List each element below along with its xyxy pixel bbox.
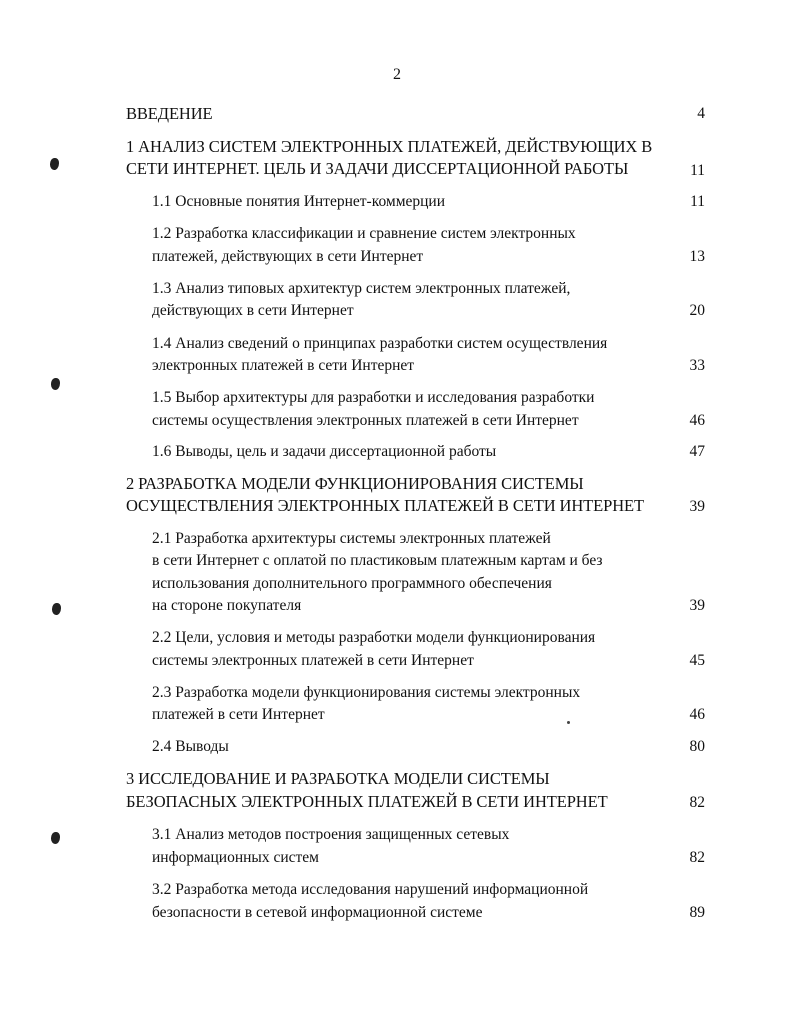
toc-1-3-line2: действующих в сети Интернет xyxy=(152,302,354,319)
toc-2-1-line3: использования дополнительного программного обеспечения xyxy=(152,575,552,592)
toc-3-1-page: 82 xyxy=(689,849,705,866)
toc-ch3-line2: БЕЗОПАСНЫХ ЭЛЕКТРОННЫХ ПЛАТЕЖЕЙ В СЕТИ ИНТЕРНЕТ xyxy=(126,792,608,811)
toc-2-2-line2: системы электронных платежей в сети Интернет xyxy=(152,652,474,669)
toc-3-2-line1: 3.2 Разработка метода исследования нарушений информационной xyxy=(152,881,589,898)
toc-2-4-page: 80 xyxy=(689,738,705,755)
toc-1-2-line2: платежей, действующих в сети Интернет xyxy=(152,248,424,265)
toc-1-4-line2: электронных платежей в сети Интернет xyxy=(152,357,415,374)
toc-1-6-line1: 1.6 Выводы, цель и задачи диссертационной работы xyxy=(152,443,497,460)
toc-2-2-line1: 2.2 Цели, условия и методы разработки модели функционирования xyxy=(152,629,596,646)
toc-1-1-page: 11 xyxy=(690,193,705,210)
toc-2-1-line1: 2.1 Разработка архитектуры системы электронных платежей xyxy=(152,530,551,547)
page-number: 2 xyxy=(393,66,401,83)
toc-2-3-line2: платежей в сети Интернет xyxy=(152,706,325,723)
toc-2-1-line2: в сети Интернет с оплатой по пластиковым платежным картам и без xyxy=(152,552,603,569)
punch-hole-mark xyxy=(51,378,60,390)
toc-1-5-line2: системы осуществления электронных платежей в сети Интернет xyxy=(152,412,579,429)
toc-ch2-line2: ОСУЩЕСТВЛЕНИЯ ЭЛЕКТРОННЫХ ПЛАТЕЖЕЙ В СЕТИ ИНТЕРНЕТ xyxy=(126,496,644,515)
punch-hole-mark xyxy=(50,158,59,170)
toc-ch1-line1: 1 АНАЛИЗ СИСТЕМ ЭЛЕКТРОННЫХ ПЛАТЕЖЕЙ, ДЕЙСТВУЮЩИХ В xyxy=(126,137,653,156)
toc-1-2-page: 13 xyxy=(689,248,705,265)
toc-1-4-line1: 1.4 Анализ сведений о принципах разработки систем осуществления xyxy=(152,335,608,352)
toc-1-3-page: 20 xyxy=(689,302,705,319)
punch-hole-mark xyxy=(52,603,61,615)
toc-3-1-line1: 3.1 Анализ методов построения защищенных сетевых xyxy=(152,826,510,843)
toc-1-3-line1: 1.3 Анализ типовых архитектур систем электронных платежей, xyxy=(152,280,571,297)
toc-1-5-page: 46 xyxy=(689,412,705,429)
toc-1-2-line1: 1.2 Разработка классификации и сравнение систем электронных xyxy=(152,225,576,242)
toc-intro-page: 4 xyxy=(697,105,705,122)
toc-2-3-line1: 2.3 Разработка модели функционирования системы электронных xyxy=(152,684,581,701)
toc-ch1-line2: СЕТИ ИНТЕРНЕТ. ЦЕЛЬ И ЗАДАЧИ ДИССЕРТАЦИОННОЙ РАБОТЫ xyxy=(126,159,629,178)
toc-ch3-page: 82 xyxy=(689,794,705,811)
toc-2-1-line4: на стороне покупателя xyxy=(152,597,302,614)
toc-intro-title: ВВЕДЕНИЕ xyxy=(126,104,213,123)
toc-ch2-page: 39 xyxy=(689,498,705,515)
toc-3-2-line2: безопасности в сетевой информационной системе xyxy=(152,904,483,921)
toc-3-1-line2: информационных систем xyxy=(152,849,319,866)
toc-2-3-page: 46 xyxy=(689,706,705,723)
toc-3-2-page: 89 xyxy=(689,904,705,921)
toc-1-1-line1: 1.1 Основные понятия Интернет-коммерции xyxy=(152,193,446,210)
toc-ch2-line1: 2 РАЗРАБОТКА МОДЕЛИ ФУНКЦИОНИРОВАНИЯ СИСТЕМЫ xyxy=(126,474,584,493)
scan-speck xyxy=(567,721,570,724)
punch-hole-mark xyxy=(51,832,60,844)
toc-1-5-line1: 1.5 Выбор архитектуры для разработки и исследования разработки xyxy=(152,389,595,406)
toc-ch1-page: 11 xyxy=(690,162,705,179)
toc-2-4-line1: 2.4 Выводы xyxy=(152,738,229,755)
toc-ch3-line1: 3 ИССЛЕДОВАНИЕ И РАЗРАБОТКА МОДЕЛИ СИСТЕМЫ xyxy=(126,769,550,788)
toc-2-1-page: 39 xyxy=(689,597,705,614)
toc-2-2-page: 45 xyxy=(689,652,705,669)
toc-1-6-page: 47 xyxy=(689,443,705,460)
toc-1-4-page: 33 xyxy=(689,357,705,374)
